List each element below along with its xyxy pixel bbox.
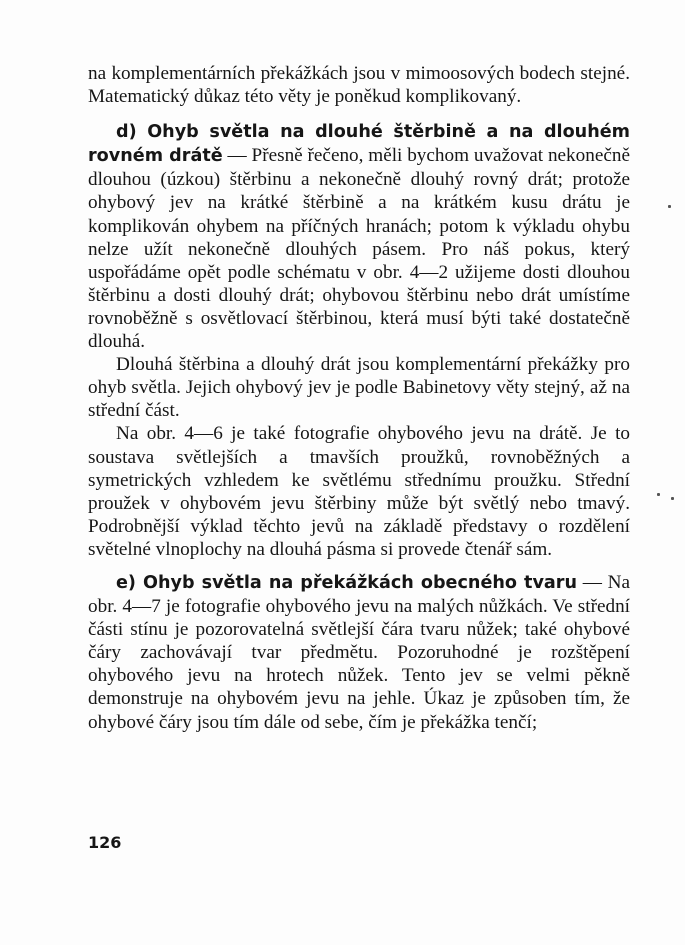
scan-speck [657,493,660,496]
paragraph-babinet [88,353,630,422]
paragraph-intro-text: na komplementárních překážkách jsou v mimoosových bodech stejné. Matematický důkaz této věty je poněkud komplikovaný. [88,63,630,108]
paragraph-wire-photo-text: Na obr. 4—6 je také fotografie ohybového jevu na drátě. Je to soustava světlejších a tmavších proužků, rovnoběžných a symetrických vzhledem ke světlému střednímu proužku. Střední proužek v ohybovém jevu štěrbiny může být světlý nebo tmavý. Podrobnější výklad těchto jevů na základě představy o rozdělení světelné vlnoplochy na dlouhá pásma si provede čtenář sám. [88,423,630,560]
paragraph-section-e [88,571,630,734]
section-d-heading: d) Ohyb světla na dlouhé štěrbině a na dlouhém rovném drátě [88,122,630,167]
paragraph-section-d [88,120,630,353]
paragraph-wire-photo [88,422,630,561]
paragraph-babinet-text: Dlouhá štěrbina a dlouhý drát jsou komplementární překážky pro ohyb světla. Jejich ohybový jev je podle Babinetovy věty stejný, až na střední část. [88,354,630,422]
page-number: 126 [88,833,122,852]
paragraph-intro [88,62,630,108]
body-text [88,62,630,734]
scan-speck [668,205,671,208]
section-e-text: — Na obr. 4—7 je fotografie ohybového jevu na malých nůžkách. Ve střední části stínu je pozorovatelná světlejší čára tvaru nůžek; také ohybové čáry zachovávají tvar předmětu. Pozoruhodné je rozštěpení ohybového jevu na hrotech nůžek. Tento jev se velmi pěkně demonstruje na ohybovém jevu na jehle. Úkaz je způsoben tím, že ohybové čáry jsou tím dále od sebe, čím je překážka tenčí; [88,571,630,733]
section-d-text: — Přesně řečeno, měli bychom uvažovat nekonečně dlouhou (úzkou) štěrbinu a nekonečně dlouhý rovný drát; protože ohybový jev na krátké štěrbině a na krátkém kusu drátu je komplikován ohybem na příčných hranách; potom k výkladu ohybu nelze užít nekonečně dlouhých pásem. Pro náš pokus, který uspořádáme opět podle schématu v obr. 4—2 užijeme dosti dlouhou štěrbinu a dosti dlouhý drát; ohybovou štěrbinu nebo drát umístíme rovnoběžně s osvětlovací štěrbinou, která musí býti také dostatečně dlouhá. [88,145,630,353]
scan-speck [671,497,674,500]
section-e-heading: e) Ohyb světla na překážkách obecného tvaru [116,572,577,593]
